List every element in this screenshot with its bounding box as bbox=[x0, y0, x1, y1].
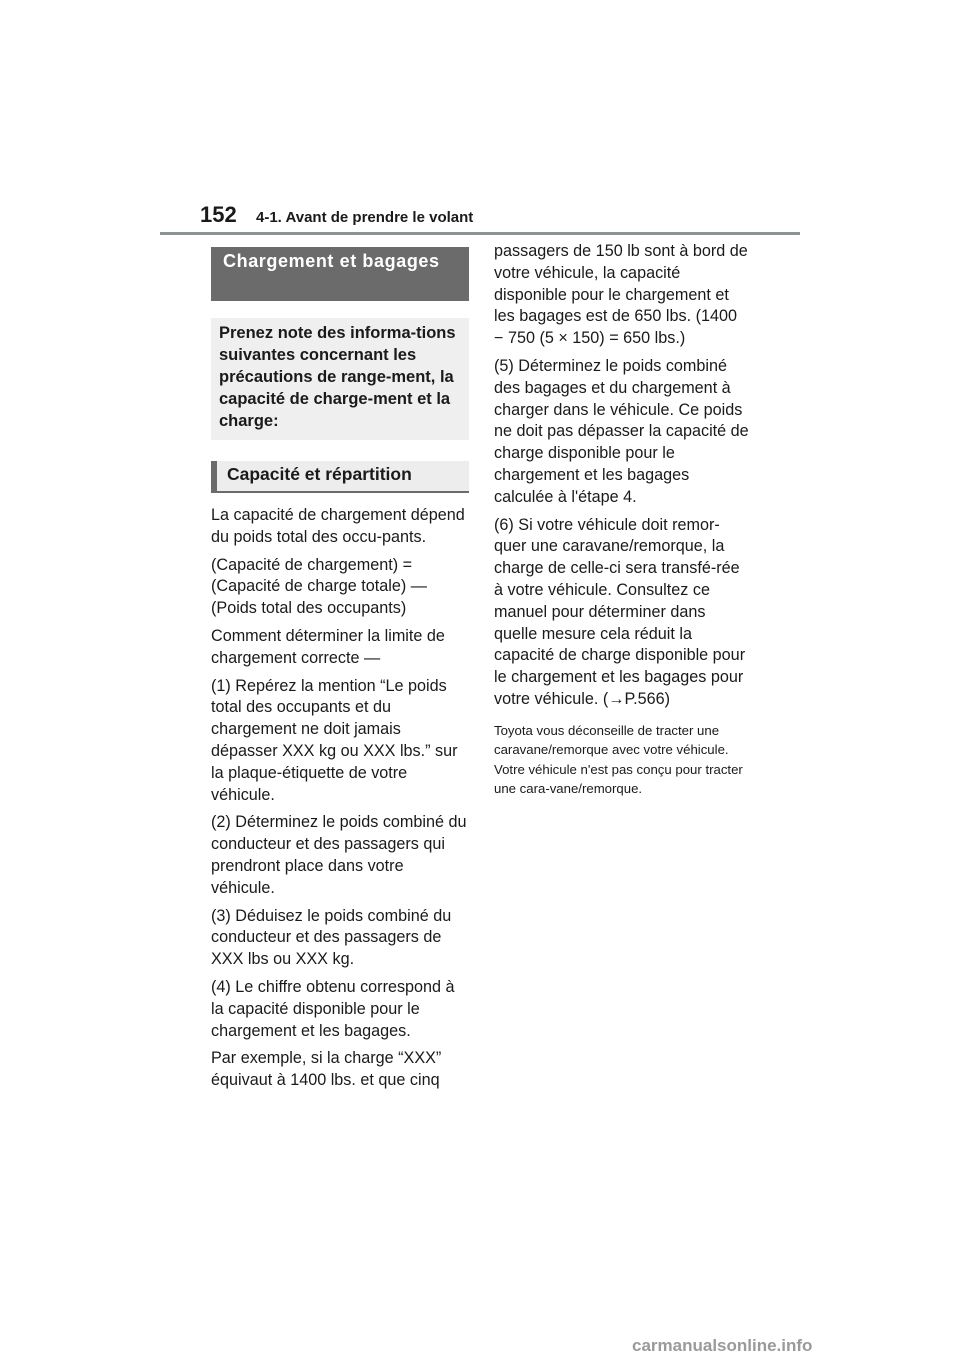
paragraph: (1) Repérez la mention “Le poids total des occupants et du chargement ne doit jamais dépasser XXX kg ou XXX lbs.” sur la plaque-étiquette de votre véhicule. bbox=[211, 676, 458, 804]
paragraph: (Capacité de chargement) = (Capacité de charge totale) — (Poids total des occupants) bbox=[211, 555, 427, 618]
paragraph: passagers de 150 lb sont à bord de votre véhicule, la capacité disponible pour le chargement et les bagages est de 650 lbs. (1400 − 750 (5 × 150) = 650 lbs.) bbox=[494, 242, 748, 348]
header-rule bbox=[160, 232, 800, 235]
paragraph: (5) Déterminez le poids combiné des bagages et du chargement à charger dans le véhicule. Ce poids ne doit pas dépasser la capacité de charge disponible pour le chargement et les bagages calculée à l'étape 4. bbox=[494, 356, 749, 506]
paragraph: Par exemple, si la charge “XXX” équivaut à 1400 lbs. et que cinq bbox=[211, 1049, 442, 1090]
sub-heading: Capacité et répartition bbox=[211, 461, 469, 493]
page-number: 152 bbox=[200, 202, 237, 227]
paragraph: (2) Déterminez le poids combiné du conducteur et des passagers qui prendront place dans votre véhicule. bbox=[211, 813, 467, 897]
left-column bbox=[211, 247, 469, 1098]
intro-note: Prenez note des informa-tions suivantes concernant les précautions de range-ment, la capacité de charge-ment et la charge: bbox=[211, 318, 469, 440]
paragraph: (6) Si votre véhicule doit remor-quer une caravane/remorque, la charge de celle-ci sera transfé-rée à votre véhicule. Consultez ce manuel pour déterminer dans quelle mesure cela réduit la capacité de charge disponible pour le chargement et les bagages pour votre véhicule. (→P.566) bbox=[494, 515, 746, 708]
watermark: carmanualsonline.info bbox=[632, 1336, 813, 1355]
section-header: 4-1. Avant de prendre le volant bbox=[256, 209, 474, 226]
small-note: Toyota vous déconseille de tracter une caravane/remorque avec votre véhicule. Votre véhicule n'est pas conçu pour tracter une cara-vane/remorque. bbox=[494, 722, 743, 797]
paragraph: La capacité de chargement dépend du poids total des occu-pants. bbox=[211, 506, 465, 546]
right-column bbox=[494, 241, 750, 799]
paragraph: (3) Déduisez le poids combiné du conducteur et des passagers de XXX lbs ou XXX kg. bbox=[211, 906, 452, 969]
section-title: Chargement et bagages bbox=[211, 247, 469, 301]
paragraph: Comment déterminer la limite de chargement correcte — bbox=[211, 626, 445, 667]
paragraph: (4) Le chiffre obtenu correspond à la capacité disponible pour le chargement et les bagages. bbox=[211, 977, 455, 1040]
